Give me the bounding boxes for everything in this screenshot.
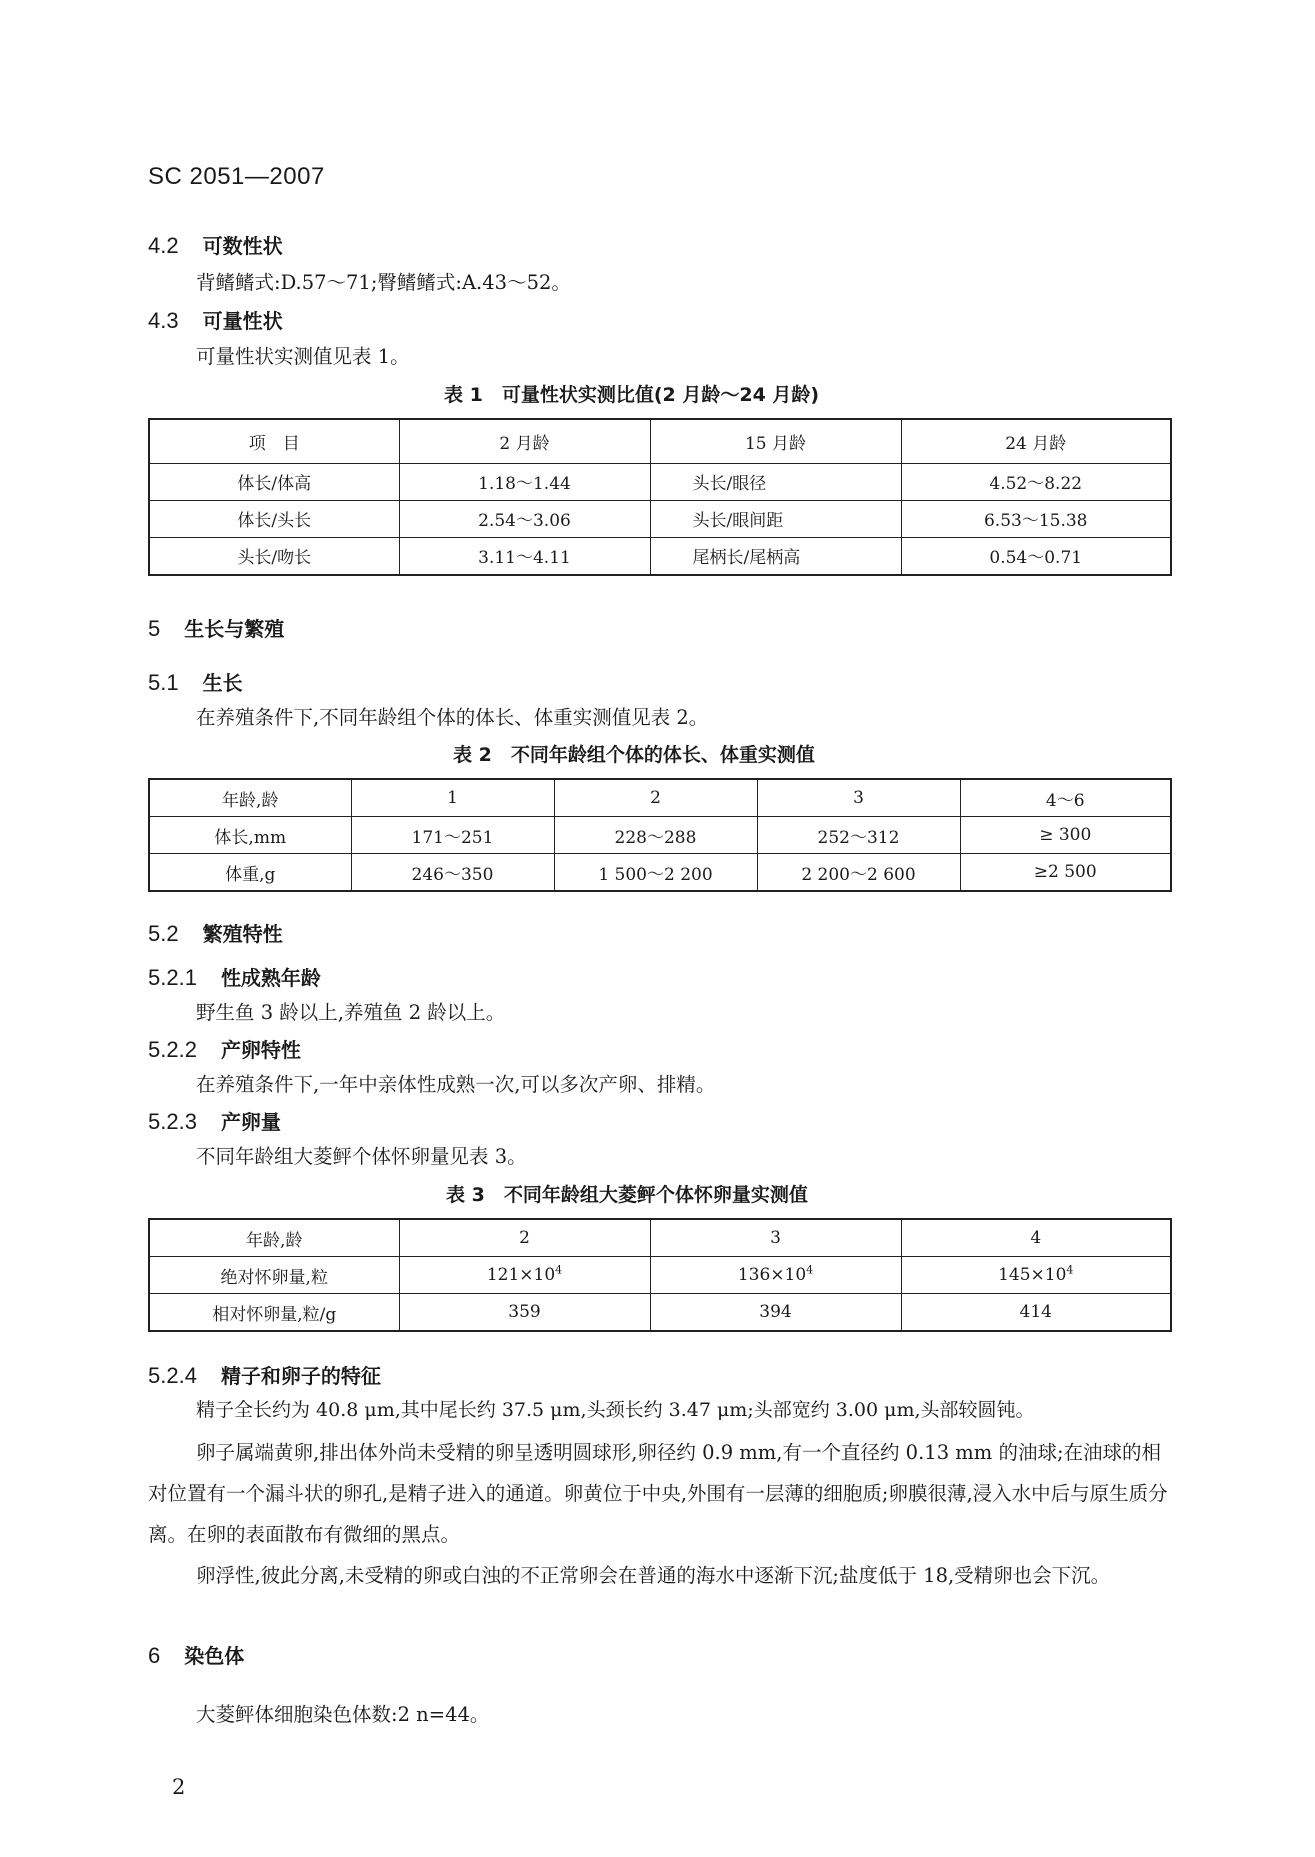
section-number: 5.2 <box>148 921 179 946</box>
table-header-cell: 3 <box>650 1219 901 1257</box>
section-number: 4.2 <box>148 233 179 258</box>
section-number: 5.1 <box>148 670 179 695</box>
table-row <box>149 1294 1171 1332</box>
section-title: 性成熟年龄 <box>220 966 321 990</box>
table-header-cell: 2 <box>399 1219 650 1257</box>
section-title: 精子和卵子的特征 <box>220 1364 381 1388</box>
section-title: 染色体 <box>184 1644 245 1668</box>
table-row <box>149 1257 1171 1294</box>
table-header-cell: 15 月龄 <box>650 419 901 463</box>
table-header-cell: 4 <box>901 1219 1171 1257</box>
section-title: 可数性状 <box>202 234 283 258</box>
table-header-row <box>149 419 1171 463</box>
table-cell: 头长/眼间距 <box>650 500 901 537</box>
section-title: 繁殖特性 <box>202 922 283 946</box>
table-1-caption: 表 1 可量性状实测比值(2 月龄～24 月龄) <box>444 384 820 406</box>
table-cell: 2 200～2 600 <box>757 854 960 892</box>
table-cell: 绝对怀卵量,粒 <box>149 1257 399 1294</box>
section-5-2-3-text: 不同年龄组大菱鲆个体怀卵量见表 3。 <box>196 1145 527 1168</box>
section-4-2-heading <box>148 230 283 259</box>
table-cell: 体长/体高 <box>149 463 399 500</box>
value-base: 121×10 <box>486 1265 556 1285</box>
section-number: 5.2.3 <box>148 1109 197 1134</box>
table-cell: 头长/眼径 <box>650 463 901 500</box>
table-row <box>149 854 1171 892</box>
section-4-2-text: 背鳍鳍式:D.57～71;臀鳍鳍式:A.43～52。 <box>196 271 571 294</box>
section-5-2-2-text: 在养殖条件下,一年中亲体性成熟一次,可以多次产卵、排精。 <box>196 1073 716 1096</box>
table-header-cell: 24 月龄 <box>901 419 1171 463</box>
section-5-2-heading <box>148 918 283 947</box>
section-5-1-heading <box>148 667 243 696</box>
table-2-caption: 表 2 不同年龄组个体的体长、体重实测值 <box>453 744 815 766</box>
section-number: 5 <box>148 616 161 641</box>
table-1 <box>148 418 1172 576</box>
table-cell: 体长,mm <box>149 817 351 854</box>
section-number: 5.2.1 <box>148 965 197 990</box>
table-cell: 体重,g <box>149 854 351 892</box>
section-title: 生长 <box>202 671 243 695</box>
section-5-2-2-heading <box>148 1034 301 1063</box>
table-header-cell: 3 <box>757 779 960 817</box>
table-row <box>149 463 1171 500</box>
table-cell: 252～312 <box>757 817 960 854</box>
section-5-1-text: 在养殖条件下,不同年龄组个体的体长、体重实测值见表 2。 <box>196 706 709 729</box>
table-cell: 尾柄长/尾柄高 <box>650 537 901 575</box>
section-title: 生长与繁殖 <box>184 617 285 641</box>
table-cell: 6.53～15.38 <box>901 500 1171 537</box>
table-cell: 头长/吻长 <box>149 537 399 575</box>
value-base: 136×10 <box>737 1265 807 1285</box>
section-5-2-1-heading <box>148 962 321 991</box>
table-cell: 228～288 <box>554 817 757 854</box>
table-cell <box>399 1257 650 1294</box>
value-exponent: 4 <box>1066 1263 1074 1277</box>
table-cell: ≥ 300 <box>960 817 1171 854</box>
table-cell: 3.11～4.11 <box>399 537 650 575</box>
value-exponent: 4 <box>555 1263 563 1277</box>
table-cell: 171～251 <box>351 817 554 854</box>
table-header-cell: 年龄,龄 <box>149 1219 399 1257</box>
table-header-cell: 4～6 <box>960 779 1171 817</box>
standard-code-header: SC 2051—2007 <box>148 163 325 190</box>
table-row <box>149 537 1171 575</box>
section-title: 可量性状 <box>202 309 283 333</box>
section-title: 产卵量 <box>220 1110 281 1134</box>
table-cell: 2.54～3.06 <box>399 500 650 537</box>
page-number: 2 <box>172 1775 186 1799</box>
section-number: 5.2.2 <box>148 1037 197 1062</box>
table-cell: 414 <box>901 1294 1171 1332</box>
table-cell: 394 <box>650 1294 901 1332</box>
value-exponent: 4 <box>806 1263 814 1277</box>
section-4-3-heading <box>148 305 283 334</box>
table-header-cell: 项 目 <box>149 419 399 463</box>
section-6-heading <box>148 1640 244 1669</box>
section-4-3-text: 可量性状实测值见表 1。 <box>196 345 410 368</box>
table-cell: ≥2 500 <box>960 854 1171 892</box>
section-5-heading <box>148 613 284 642</box>
table-header-cell: 2 <box>554 779 757 817</box>
table-header-row <box>149 779 1171 817</box>
buoyancy-paragraph: 卵浮性,彼此分离,未受精的卵或白浊的不正常卵会在普通的海水中逐渐下沉;盐度低于 18,受精卵也会下沉。 <box>196 1564 1111 1587</box>
table-header-cell: 年龄,龄 <box>149 779 351 817</box>
table-cell <box>901 1257 1171 1294</box>
table-cell: 相对怀卵量,粒/g <box>149 1294 399 1332</box>
section-number: 4.3 <box>148 308 179 333</box>
table-cell: 0.54～0.71 <box>901 537 1171 575</box>
table-cell: 4.52～8.22 <box>901 463 1171 500</box>
section-5-2-3-heading <box>148 1106 281 1135</box>
table-row <box>149 817 1171 854</box>
section-number: 5.2.4 <box>148 1363 197 1388</box>
table-cell: 359 <box>399 1294 650 1332</box>
table-header-row <box>149 1219 1171 1257</box>
section-number: 6 <box>148 1643 161 1668</box>
section-5-2-4-heading <box>148 1360 381 1389</box>
table-3-caption: 表 3 不同年龄组大菱鲆个体怀卵量实测值 <box>446 1184 808 1206</box>
egg-paragraph: 卵子属端黄卵,排出体外尚未受精的卵呈透明圆球形,卵径约 0.9 mm,有一个直径约 0.13 mm 的油球;在油球的相对位置有一个漏斗状的卵孔,是精子进入的通道。卵黄位于中央,外围有一层薄的细胞质;卵膜很薄,浸入水中后与原生质分离。在卵的表面散布有微细的黑点。 <box>148 1441 1168 1546</box>
sperm-paragraph: 精子全长约为 40.8 μm,其中尾长约 37.5 μm,头颈长约 3.47 μm;头部宽约 3.00 μm,头部较圆钝。 <box>196 1399 1035 1421</box>
table-row <box>149 500 1171 537</box>
table-cell: 1 500～2 200 <box>554 854 757 892</box>
section-title: 产卵特性 <box>220 1038 301 1062</box>
value-base: 145×10 <box>998 1265 1067 1285</box>
table-2 <box>148 778 1172 892</box>
table-header-cell: 1 <box>351 779 554 817</box>
table-cell: 体长/头长 <box>149 500 399 537</box>
table-cell <box>650 1257 901 1294</box>
section-5-2-1-text: 野生鱼 3 龄以上,养殖鱼 2 龄以上。 <box>196 1001 506 1024</box>
table-cell: 246～350 <box>351 854 554 892</box>
table-3 <box>148 1218 1172 1332</box>
section-6-text: 大菱鲆体细胞染色体数:2 n=44。 <box>196 1703 490 1726</box>
table-cell: 1.18～1.44 <box>399 463 650 500</box>
table-header-cell: 2 月龄 <box>399 419 650 463</box>
